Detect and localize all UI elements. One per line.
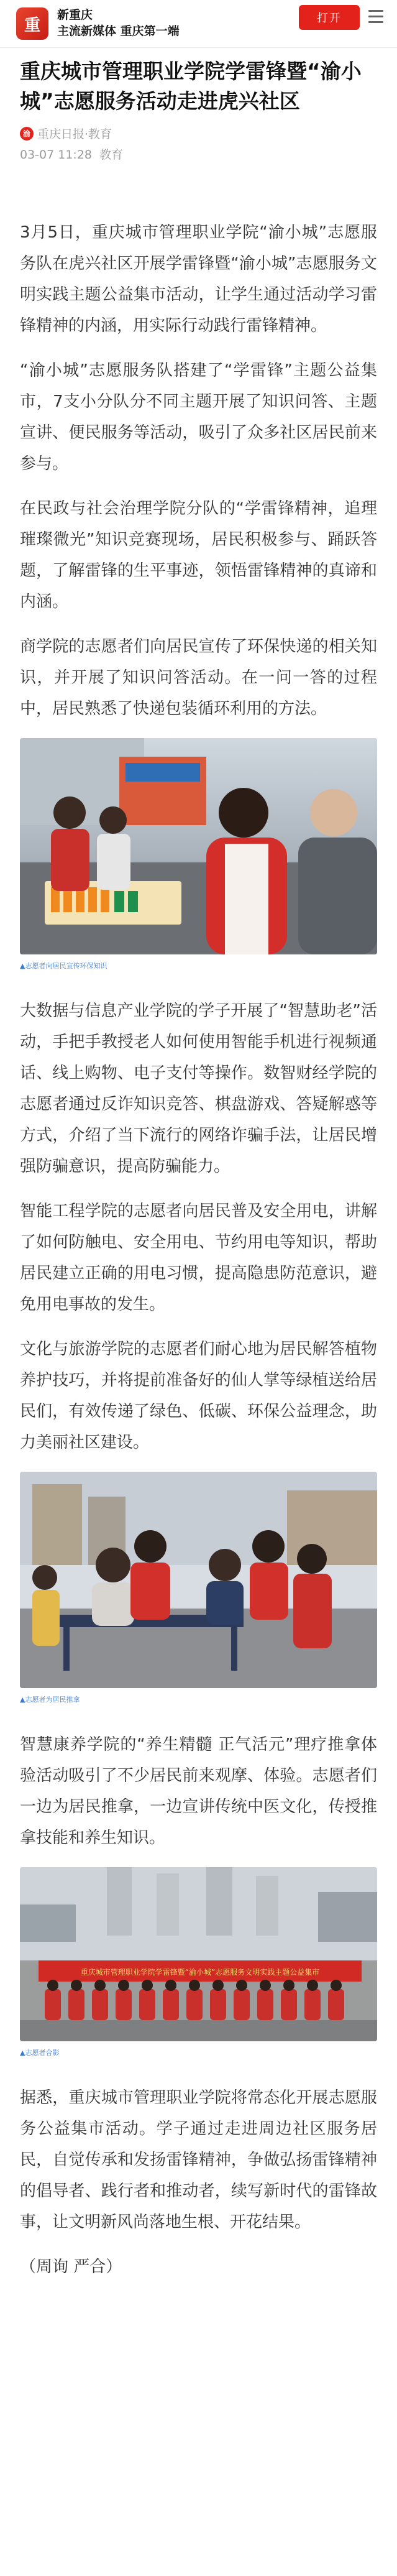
- paragraph: 据悉，重庆城市管理职业学院将常态化开展志愿服务公益集市活动。学子通过走进周边社区服务居民，自觉传承和发扬雷锋精神，争做弘扬雷锋精神的倡导者、践行者和推动者，续写新时代的雷锋故事，让文明新风尚落地生根、开花结果。: [20, 2089, 377, 2232]
- source-icon-text: 渝: [22, 129, 30, 138]
- open-app-button[interactable]: 打开: [299, 5, 360, 30]
- photo-massage[interactable]: [20, 1472, 377, 1688]
- paragraph: 智慧康养学院的“养生精髓 正气活元”理疗推拿体验活动吸引了不少居民前来观摩、体验。志愿者们一边为居民推拿，一边宣讲传统中医文化，传授推拿技能和养生知识。: [20, 1735, 377, 1847]
- app-name: 新重庆: [57, 8, 93, 22]
- article-title: 重庆城市管理职业学院学雷锋暨“渝小城”志愿服务活动走进虎兴社区: [20, 59, 362, 113]
- paragraph: 大数据与信息产业学院的学子开展了“智慧助老”活动，手把手教授老人如何使用智能手机进行视频通话、线上购物、电子支付等操作。数智财经学院的志愿者通过反诈知识竞答、棋盘游戏、答疑解惑等方式，介绍了当下流行的网络诈骗手法，让居民增强防骗意识，提高防骗能力。: [20, 1002, 377, 1176]
- photo-caption: ▲志愿者向居民宣传环保知识: [20, 962, 107, 970]
- brand-block: [57, 7, 180, 40]
- author-signature: （周询 严合）: [20, 2258, 122, 2276]
- photo-group[interactable]: [20, 1867, 377, 2041]
- source-name[interactable]: 重庆日报·教育: [37, 127, 112, 141]
- app-logo: [16, 7, 48, 40]
- paragraph: “渝小城”志愿服务队搭建了“学雷锋”主题公益集市，7支小分队分不同主题开展了知识问答、主题宣讲、便民服务等活动，吸引了众多社区居民前来参与。: [20, 361, 377, 473]
- photo-caption: ▲志愿者为居民推拿: [20, 1696, 80, 1704]
- source-row: [20, 125, 377, 142]
- app-slogan: 主流新媒体 重庆第一端: [57, 24, 180, 38]
- paragraph: 文化与旅游学院的志愿者们耐心地为居民解答植物养护技巧，并将提前准备好的仙人掌等绿植送给居民们，有效传递了绿色、低碳、环保公益理念，助力美丽社区建设。: [20, 1340, 377, 1452]
- publish-date: 03-07 11:28: [20, 148, 93, 162]
- article: [0, 57, 397, 2283]
- photo-environmental-knowledge[interactable]: [20, 738, 377, 954]
- menu-icon[interactable]: [368, 10, 383, 25]
- paragraph: 在民政与社会治理学院分队的“学雷锋精神，追理璀璨微光”知识竞赛现场，居民积极参与、踊跃答题，了解雷锋的生平事迹，领悟雷锋精神的真谛和内涵。: [20, 499, 377, 611]
- logo-text: 重: [24, 16, 40, 35]
- source-icon: [20, 127, 34, 141]
- paragraph: 商学院的志愿者们向居民宣传了环保快递的相关知识，并开展了知识问答活动。在一问一答的过程中，居民熟悉了快递包装循环利用的方法。: [20, 637, 377, 718]
- photo-caption: ▲志愿者合影: [20, 2049, 60, 2057]
- banner-text: 重庆城市管理职业学院学雷锋暨“渝小城”志愿服务文明实践主题公益集市: [80, 1968, 320, 1977]
- article-category[interactable]: 教育: [99, 148, 124, 162]
- meta-row: [20, 145, 377, 162]
- app-header: [0, 0, 397, 47]
- header-divider: [0, 47, 397, 48]
- paragraph: 智能工程学院的志愿者向居民普及安全用电，讲解了如何防触电、安全用电、节约用电等知识，帮助居民建立正确的用电习惯，提高隐患防范意识，避免用电事故的发生。: [20, 1202, 377, 1314]
- paragraph: 3月5日，重庆城市管理职业学院“渝小城”志愿服务队在虎兴社区开展学雷锋暨“渝小城”志愿服务文明实践主题公益集市活动，让学生通过活动学习雷锋精神的内涵，用实际行动践行雷锋精神。: [20, 223, 377, 335]
